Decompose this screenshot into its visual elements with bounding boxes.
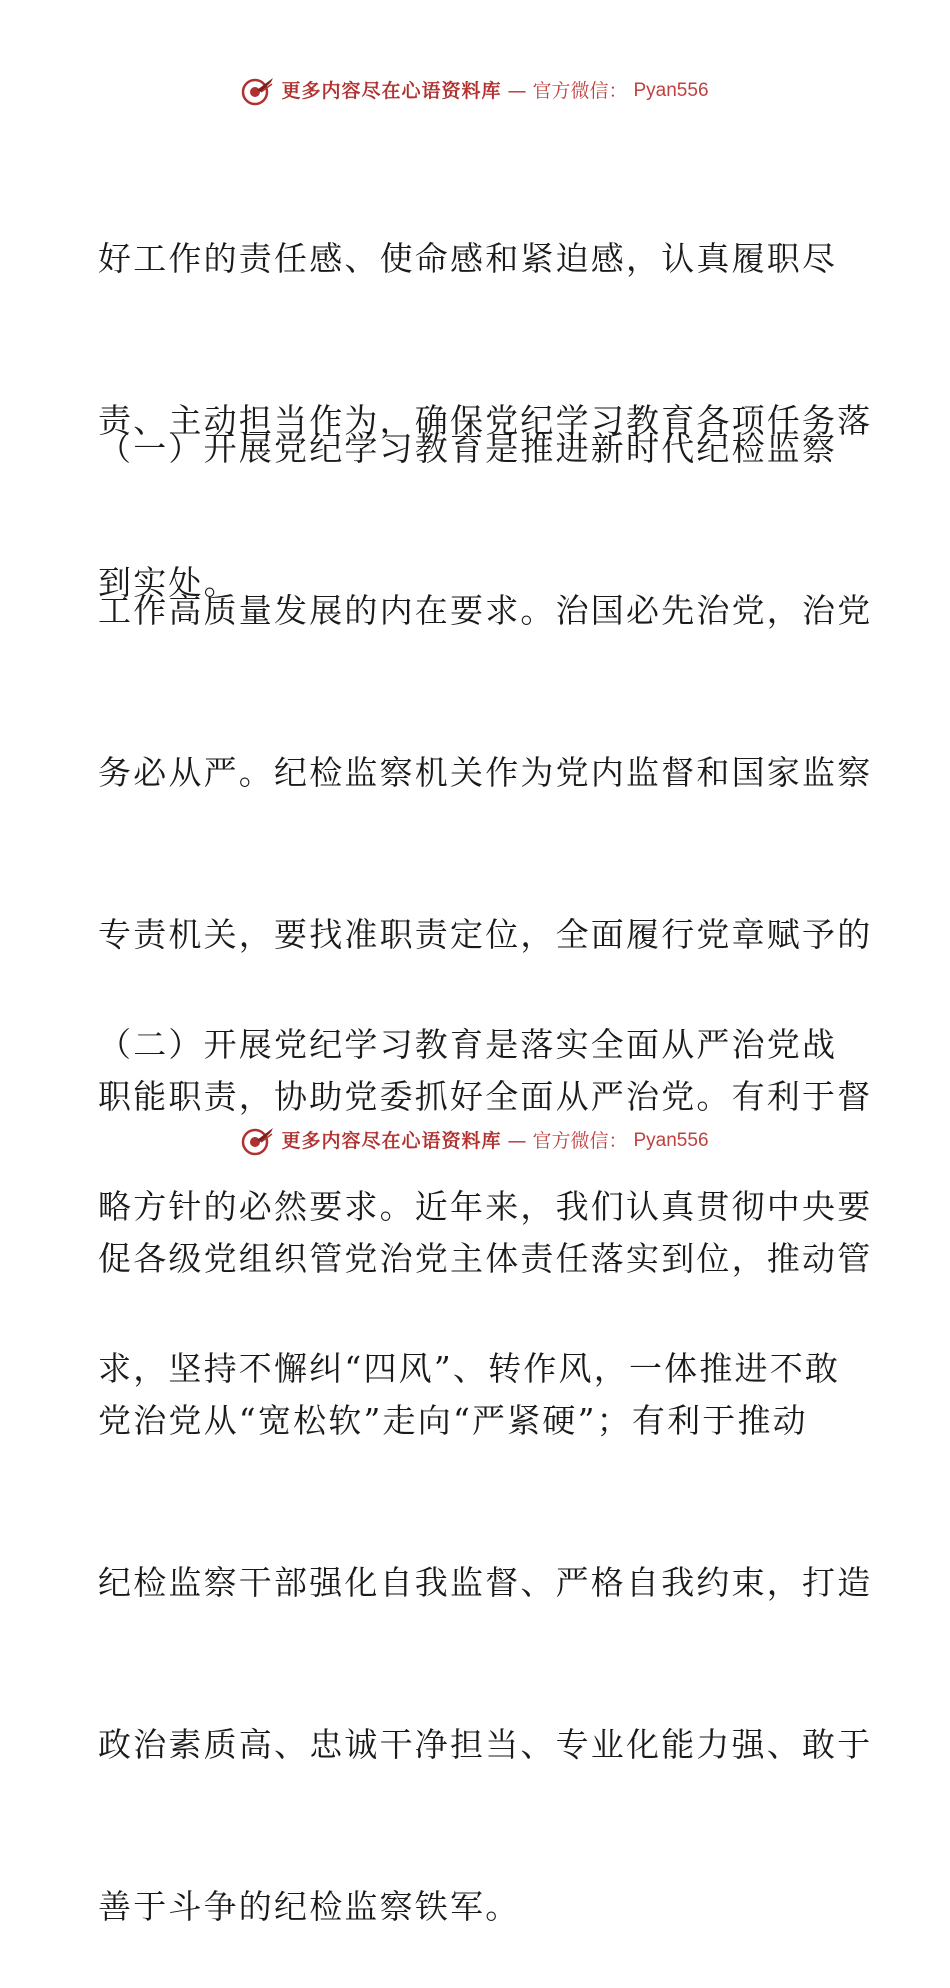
watermark-account-label: 官方微信： [532,1130,628,1152]
text-line: 政治素质高、忠诚干净担当、专业化能力强、敢于 [98,1725,873,1764]
watermark-account-id: Pyan556 [633,1130,709,1151]
text-line: 专责机关，要找准职责定位，全面履行党章赋予的 [98,915,873,954]
text-line: 求，坚持不懈纠“四风”、转作风，一体推进不敢 [98,1349,841,1388]
paragraph-section-two [98,910,872,1450]
quill-logo-icon [241,76,275,106]
text-line: 务必从严。纪检监察机关作为党内监督和国家监察 [98,753,873,792]
watermark-account-id: Pyan556 [633,80,709,101]
text-line: 工作高质量发展的内在要求。治国必先治党，治党 [98,591,873,630]
text-line: 责、主动担当作为，确保党纪学习教育各项任务落 [98,401,873,440]
watermark-dash: — [507,80,527,102]
text-line: 促各级党组织管党治党主体责任落实到位，推动管 [98,1239,873,1278]
watermark-dash: — [507,1130,527,1152]
text-line: 好工作的责任感、使命感和紧迫感，认真履职尽 [98,239,838,278]
watermark-banner-bottom [0,1126,950,1156]
text-line: 职能职责，协助党委抓好全面从严治党。有利于督 [98,1077,873,1116]
watermark-banner-top [0,76,950,106]
text-line: 善于斗争的纪检监察铁军。 [98,1887,521,1926]
section-heading-line: （一）开展党纪学习教育是推进新时代纪检监察 [98,429,838,468]
watermark-title: 更多内容尽在心语资料库 [281,1130,502,1152]
text-line: 略方针的必然要求。近年来，我们认真贯彻中央要 [98,1187,873,1226]
watermark-account-label: 官方微信： [532,80,628,102]
watermark-title: 更多内容尽在心语资料库 [281,80,502,102]
quill-logo-icon [241,1126,275,1156]
text-line: 到实处。 [98,563,239,602]
text-line: 纪检监察干部强化自我监督、严格自我约束，打造 [98,1563,873,1602]
section-heading-line: （二）开展党纪学习教育是落实全面从严治党战 [98,1025,838,1064]
text-line: 党治党从“宽松软”走向“严紧硬”；有利于推动 [98,1401,808,1440]
